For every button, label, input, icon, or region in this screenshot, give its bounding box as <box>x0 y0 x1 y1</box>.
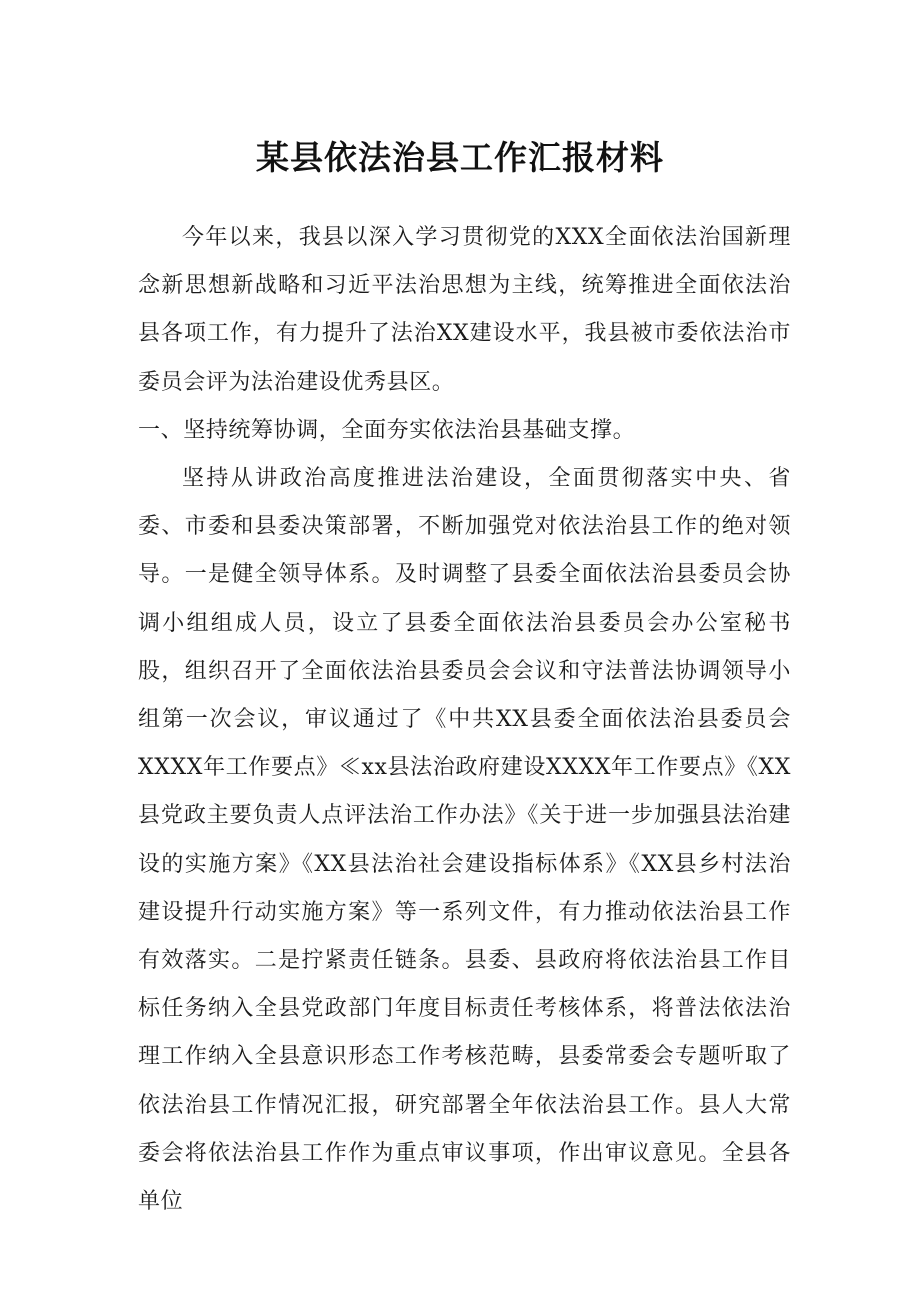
intro-paragraph: 今年以来，我县以深入学习贯彻党的XXX全面依法治国新理念新思想新战略和习近平法治思想为主线，统筹推进全面依法治县各项工作，有力提升了法治XX建设水平，我县被市委依法治市委员会评为法治建设优秀县区。 <box>138 225 791 395</box>
document-body <box>138 214 791 1226</box>
document-title: 某县依法治县工作汇报材料 <box>256 138 664 177</box>
section-heading: 一、坚持统筹协调，全面夯实依法治县基础支撑。 <box>138 417 636 443</box>
body-paragraph: 坚持从讲政治高度推进法治建设，全面贯彻落实中央、省委、市委和县委决策部署，不断加强党对依法治县工作的绝对领导。一是健全领导体系。及时调整了县委全面依法治县委员会协调小组组成人员，设立了县委全面依法治县委员会办公室秘书股，组织召开了全面依法治县委员会会议和守法普法协调领导小组第一次会议，审议通过了《中共XX县委全面依法治县委员会XXXX年工作要点》≪xx县法治政府建设XXXX年工作要点》《XX县党政主要负责人点评法治工作办法》《关于进一步加强县法治建设的实施方案》《XX县法治社会建设指标体系》《XX县乡村法治建设提升行动实施方案》等一系列文件，有力推动依法治县工作有效落实。二是拧紧责任链条。县委、县政府将依法治县工作目标任务纳入全县党政部门年度目标责任考核体系，将普法依法治理工作纳入全县意识形态工作考核范畴，县委常委会专题听取了依法治县工作情况汇报，研究部署全年依法治县工作。县人大常委会将依法治县工作作为重点审议事项，作出审议意见。全县各单位 <box>138 466 791 1215</box>
